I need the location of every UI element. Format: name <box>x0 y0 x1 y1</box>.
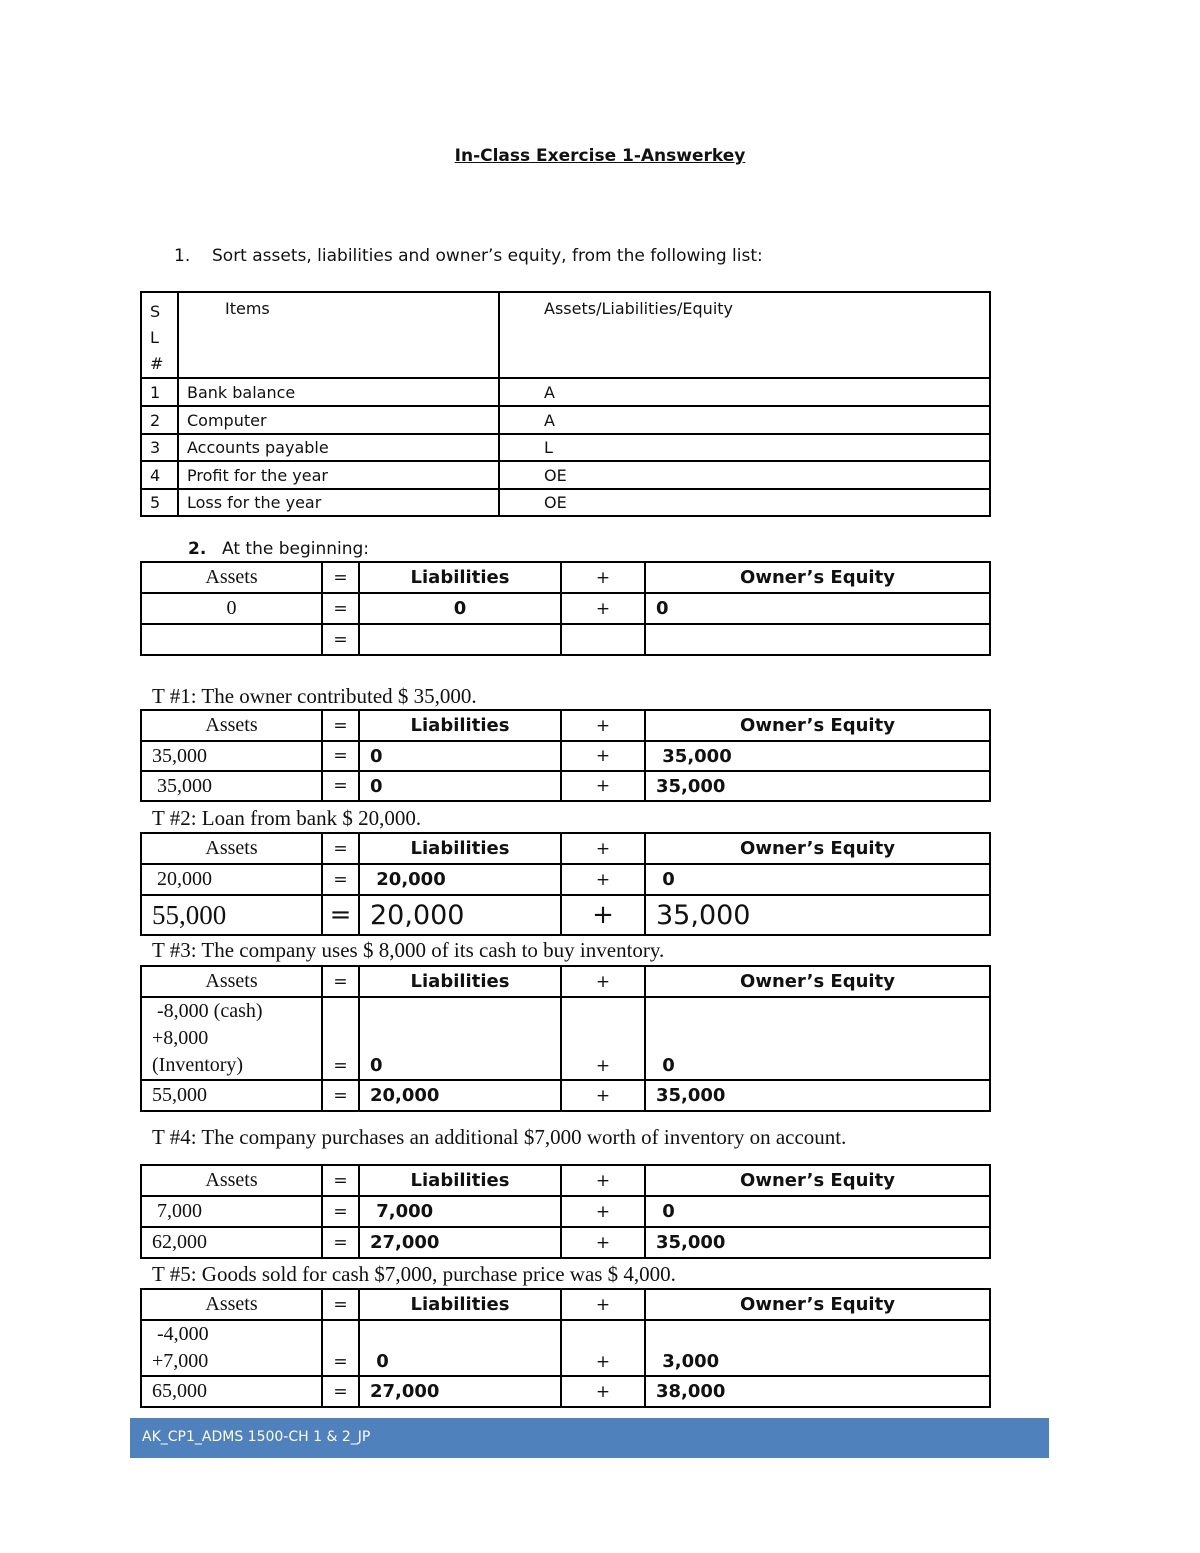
table-cell: = <box>322 771 359 801</box>
transaction-4-label: T #4: The company purchases an additional $7,000 worth of inventory on account. <box>152 1125 847 1149</box>
table-cell: + <box>561 593 645 624</box>
footer-text: AK_CP1_ADMS 1500-CH 1 & 2_JP <box>142 1429 371 1445</box>
table-cell: 0 <box>141 593 322 624</box>
table-cell: OE <box>499 461 990 489</box>
table-cell: + <box>561 771 645 801</box>
transaction-2-label: T #2: Loan from bank $ 20,000. <box>152 806 422 830</box>
table-row <box>141 741 990 771</box>
table-cell <box>561 624 645 655</box>
table-cell: 0 <box>359 1320 561 1376</box>
transaction-4-table <box>140 1164 991 1259</box>
table-row <box>141 406 990 434</box>
table-cell: Owner’s Equity <box>645 833 990 864</box>
sort-table <box>140 291 991 517</box>
table-cell: = <box>322 1227 359 1258</box>
table-cell: 35,000 <box>141 771 322 801</box>
table-row <box>141 1376 990 1407</box>
table-row <box>141 378 990 406</box>
table-cell: 65,000 <box>141 1376 322 1407</box>
table-cell: 0 <box>359 771 561 801</box>
table-cell: 62,000 <box>141 1227 322 1258</box>
transaction-2-table <box>140 832 991 936</box>
question-2-number: 2. <box>188 539 207 559</box>
table-cell: 0 <box>645 864 990 895</box>
page-title: In-Class Exercise 1-Answerkey <box>454 146 746 166</box>
footer-bar <box>130 1418 1049 1458</box>
table-cell: Assets <box>141 562 322 593</box>
table-cell: = <box>322 562 359 593</box>
table-row <box>141 1196 990 1227</box>
equation-header-row <box>141 966 990 997</box>
cell-line: # <box>150 354 164 373</box>
table-cell: L <box>499 434 990 461</box>
table-cell: = <box>322 833 359 864</box>
table-cell: 0 <box>645 997 990 1080</box>
table-cell: Assets <box>141 1165 322 1196</box>
table-cell: Assets <box>141 1289 322 1320</box>
table-cell: + <box>561 741 645 771</box>
table-row <box>141 997 990 1080</box>
equation-header-row <box>141 1165 990 1196</box>
table-cell: 35,000 <box>645 771 990 801</box>
table-cell: Profit for the year <box>178 461 499 489</box>
table-cell: 20,000 <box>359 1080 561 1111</box>
table-cell: = <box>322 895 359 935</box>
table-cell: 3,000 <box>645 1320 990 1376</box>
table-cell: = <box>322 997 359 1080</box>
table-cell: Bank balance <box>178 378 499 406</box>
table-cell: Computer <box>178 406 499 434</box>
table-cell <box>141 1320 322 1376</box>
table-cell: + <box>561 1196 645 1227</box>
table-cell: 27,000 <box>359 1376 561 1407</box>
table-cell: 7,000 <box>141 1196 322 1227</box>
table-cell: + <box>561 1165 645 1196</box>
table-cell: = <box>322 1320 359 1376</box>
table-cell: Liabilities <box>359 833 561 864</box>
table-cell: 0 <box>359 741 561 771</box>
question-1-number: 1. <box>174 246 191 266</box>
question-2-text: At the beginning: <box>222 539 370 559</box>
table-cell: 4 <box>141 461 178 489</box>
table-row <box>141 1320 990 1376</box>
table-cell: + <box>561 1080 645 1111</box>
table-cell: Owner’s Equity <box>645 1289 990 1320</box>
table-cell: 5 <box>141 489 178 516</box>
cell-line: L <box>150 328 159 347</box>
table-cell: Owner’s Equity <box>645 562 990 593</box>
question-1 <box>174 246 763 266</box>
table-cell: + <box>561 710 645 741</box>
equation-header-row <box>141 833 990 864</box>
classification-header: Assets/Liabilities/Equity <box>499 292 990 378</box>
table-cell: Accounts payable <box>178 434 499 461</box>
table-cell: = <box>322 966 359 997</box>
table-cell: + <box>561 895 645 935</box>
equation-header-row <box>141 562 990 593</box>
transaction-3-table <box>140 965 991 1112</box>
table-cell: + <box>561 997 645 1080</box>
table-cell: Liabilities <box>359 1165 561 1196</box>
table-cell: + <box>561 966 645 997</box>
table-cell: = <box>322 624 359 655</box>
table-row <box>141 624 990 655</box>
table-cell: 0 <box>645 1196 990 1227</box>
table-cell: 0 <box>645 593 990 624</box>
table-cell: 35,000 <box>645 1080 990 1111</box>
table-row <box>141 489 990 516</box>
table-cell: Liabilities <box>359 1289 561 1320</box>
table-cell: 27,000 <box>359 1227 561 1258</box>
cell-line: (Inventory) <box>152 1054 244 1076</box>
table-cell: 20,000 <box>359 895 561 935</box>
table-cell: 20,000 <box>359 864 561 895</box>
cell-line: +8,000 <box>152 1027 209 1049</box>
sl-header <box>141 292 178 378</box>
table-cell: = <box>322 710 359 741</box>
table-cell: = <box>322 1289 359 1320</box>
table-cell: + <box>561 864 645 895</box>
cell-line: -8,000 (cash) <box>152 1000 263 1022</box>
table-cell: + <box>561 562 645 593</box>
transaction-5-table <box>140 1288 991 1408</box>
table-row <box>141 1080 990 1111</box>
question-2 <box>188 539 369 559</box>
table-cell: Liabilities <box>359 710 561 741</box>
transaction-5-label: T #5: Goods sold for cash $7,000, purchase price was $ 4,000. <box>152 1262 676 1286</box>
table-row <box>141 895 990 935</box>
table-cell <box>645 624 990 655</box>
table-cell: = <box>322 593 359 624</box>
table-cell: OE <box>499 489 990 516</box>
table-cell: Owner’s Equity <box>645 966 990 997</box>
table-cell <box>359 624 561 655</box>
table-cell: A <box>499 378 990 406</box>
table-row <box>141 593 990 624</box>
beginning-equation-table <box>140 561 991 656</box>
table-cell: 35,000 <box>645 1227 990 1258</box>
table-cell <box>141 997 322 1080</box>
table-cell: Liabilities <box>359 966 561 997</box>
table-cell: Loss for the year <box>178 489 499 516</box>
table-cell: = <box>322 864 359 895</box>
cell-line: +7,000 <box>152 1350 209 1372</box>
sort-table-header-row <box>141 292 990 378</box>
table-cell: 20,000 <box>141 864 322 895</box>
table-cell: + <box>561 1227 645 1258</box>
table-cell: = <box>322 1196 359 1227</box>
table-cell: 0 <box>359 593 561 624</box>
cell-line: S <box>150 302 161 321</box>
table-cell: Owner’s Equity <box>645 1165 990 1196</box>
table-cell: 55,000 <box>141 1080 322 1111</box>
transaction-3-label: T #3: The company uses $ 8,000 of its cash to buy inventory. <box>152 938 665 962</box>
table-cell: Assets <box>141 833 322 864</box>
table-cell: 3 <box>141 434 178 461</box>
table-cell: = <box>322 741 359 771</box>
equation-header-row <box>141 1289 990 1320</box>
table-cell: Owner’s Equity <box>645 710 990 741</box>
table-cell: 2 <box>141 406 178 434</box>
table-cell: = <box>322 1376 359 1407</box>
table-cell: 0 <box>359 997 561 1080</box>
cell-line: -4,000 <box>152 1323 209 1345</box>
table-cell: = <box>322 1165 359 1196</box>
table-cell: 7,000 <box>359 1196 561 1227</box>
table-cell: + <box>561 833 645 864</box>
table-cell: Assets <box>141 710 322 741</box>
table-cell: Assets <box>141 966 322 997</box>
table-cell: 1 <box>141 378 178 406</box>
table-cell: + <box>561 1376 645 1407</box>
table-cell: + <box>561 1320 645 1376</box>
table-cell: 35,000 <box>645 895 990 935</box>
table-cell: + <box>561 1289 645 1320</box>
transaction-1-table <box>140 709 991 802</box>
table-row <box>141 1227 990 1258</box>
table-cell: = <box>322 1080 359 1111</box>
table-row <box>141 461 990 489</box>
table-cell: 38,000 <box>645 1376 990 1407</box>
items-header: Items <box>178 292 499 378</box>
table-row <box>141 771 990 801</box>
table-cell: Liabilities <box>359 562 561 593</box>
table-cell: 35,000 <box>645 741 990 771</box>
table-cell: 55,000 <box>141 895 322 935</box>
equation-header-row <box>141 710 990 741</box>
question-1-text: Sort assets, liabilities and owner’s equity, from the following list: <box>212 246 763 266</box>
table-row <box>141 434 990 461</box>
table-cell <box>141 624 322 655</box>
table-cell: A <box>499 406 990 434</box>
table-cell: 35,000 <box>141 741 322 771</box>
transaction-1-label: T #1: The owner contributed $ 35,000. <box>152 684 477 708</box>
table-row <box>141 864 990 895</box>
